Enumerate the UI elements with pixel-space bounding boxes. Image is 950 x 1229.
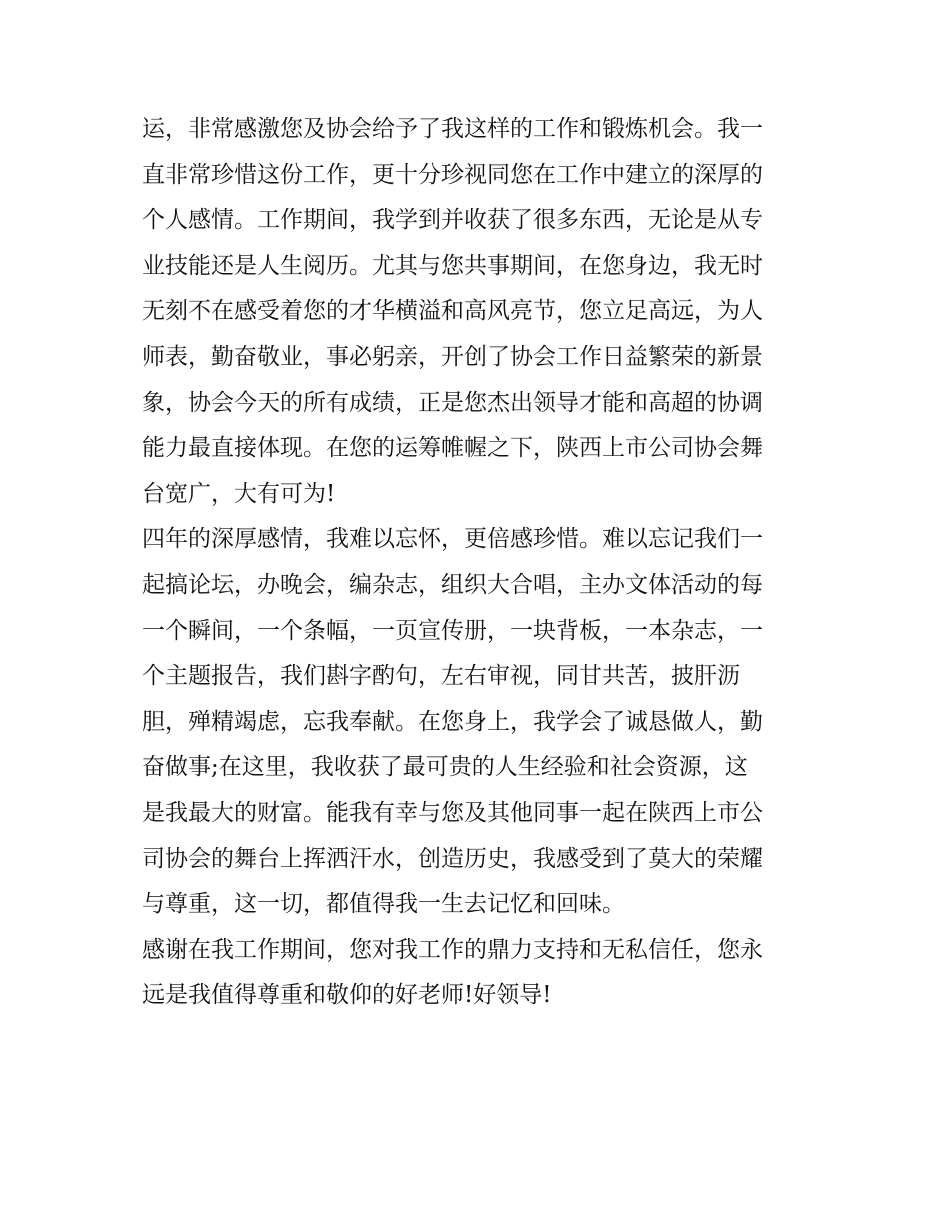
text-line: 象，协会今天的所有成绩，正是您杰出领导才能和高超的协调: [142, 389, 763, 416]
text-line: 运，非常感激您及协会给予了我这样的工作和锻炼机会。我一: [142, 116, 763, 142]
text-line: 胆，殚精竭虑，忘我奉献。在您身上，我学会了诚恳做人，勤: [142, 708, 763, 735]
text-line: 奋做事;在这里，我收获了最可贵的人生经验和社会资源，这: [142, 754, 748, 781]
letter-body: [142, 107, 822, 1019]
text-line: 师表，勤奋敬业，事必躬亲，开创了协会工作日益繁荣的新景: [142, 343, 763, 370]
text-line: 一个瞬间，一个条幅，一页宣传册，一块背板，一本杂志，一: [142, 617, 763, 644]
text-line: 业技能还是人生阅历。尤其与您共事期间，在您身边，我无时: [142, 252, 763, 279]
text-line: 台宽广，大有可为!: [142, 480, 336, 507]
text-line: 与尊重，这一切，都值得我一生去记忆和回味。: [142, 891, 625, 918]
text-line: 感谢在我工作期间，您对我工作的鼎力支持和无私信任，您永: [142, 936, 763, 963]
text-line: 四年的深厚感情，我难以忘怀，更倍感珍惜。难以忘记我们一: [142, 526, 763, 553]
text-line: 是我最大的财富。能我有幸与您及其他同事一起在陕西上市公: [142, 799, 763, 826]
text-line: 能力最直接体现。在您的运筹帷幄之下，陕西上市公司协会舞: [142, 435, 763, 462]
text-line: 直非常珍惜这份工作，更十分珍视同您在工作中建立的深厚的: [142, 161, 763, 188]
text-line: 远是我值得尊重和敬仰的好老师!好领导!: [142, 982, 552, 1009]
text-line: 个主题报告，我们斟字酌句，左右审视，同甘共苦，披肝沥: [142, 663, 740, 690]
text-line: 个人感情。工作期间，我学到并收获了很多东西，无论是从专: [142, 207, 763, 234]
text-line: 司协会的舞台上挥洒汗水，创造历史，我感受到了莫大的荣耀: [142, 845, 763, 872]
text-line: 起搞论坛，办晚会，编杂志，组织大合唱，主办文体活动的每: [142, 571, 763, 598]
text-line: 无刻不在感受着您的才华横溢和高风亮节，您立足高远，为人: [142, 298, 763, 325]
